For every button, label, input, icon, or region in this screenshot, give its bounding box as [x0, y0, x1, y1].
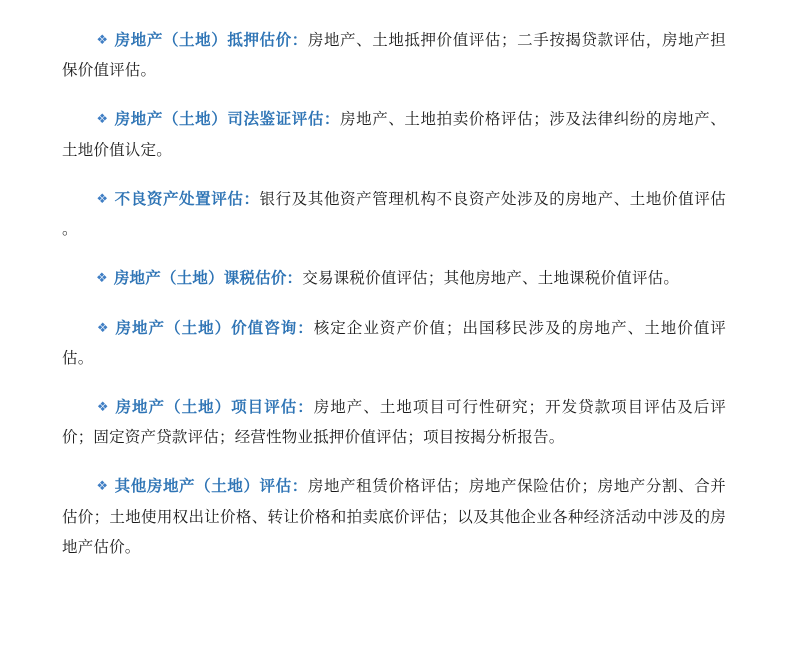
diamond-bullet-icon: ❖ — [96, 111, 109, 127]
list-item — [62, 472, 726, 563]
diamond-bullet-icon: ❖ — [96, 478, 109, 494]
list-item — [62, 393, 726, 453]
list-item — [62, 264, 726, 294]
diamond-bullet-icon: ❖ — [96, 398, 110, 414]
list-item-term: 房地产（土地）司法鉴证评估： — [114, 111, 341, 129]
list-item-term: 房地产（土地）抵押估价： — [114, 32, 308, 49]
diamond-bullet-icon: ❖ — [96, 270, 108, 286]
list-item — [62, 314, 726, 374]
list-item-text: 房地产、土地项目可行性研究；开发贷款项目评估及后评价；固定资产贷款评估；经营性物业抵押价值评估；项目按揭分析报告。 — [62, 398, 726, 447]
list-item-term: 房地产（土地）课税估价： — [113, 270, 303, 288]
list-item-term: 房地产（土地）价值咨询： — [115, 319, 314, 337]
list-item-term: 不良资产处置评估： — [114, 190, 260, 208]
list-item-text: 核定企业资产价值；出国移民涉及的房地产、土地价值评估。 — [62, 319, 726, 367]
diamond-bullet-icon: ❖ — [96, 32, 109, 47]
diamond-bullet-icon: ❖ — [96, 319, 110, 335]
list-item — [62, 26, 726, 86]
list-item-text: 房地产租赁价格评估；房地产保险估价；房地产分割、合并估价；土地使用权出让价格、转让价格和拍卖底价评估；以及其他企业各种经济活动中涉及的房地产估价。 — [62, 478, 727, 556]
list-item-text: 交易课税价值评估；其他房地产、土地课税价值评估。 — [302, 270, 680, 288]
list-item-term: 房地产（土地）项目评估： — [115, 398, 314, 416]
list-item-text: 银行及其他资产管理机构不良资产处涉及的房地产、土地价值评估 。 — [62, 190, 726, 239]
list-item — [62, 105, 726, 165]
list-item-term: 其他房地产（土地）评估： — [114, 478, 308, 496]
list-item — [62, 185, 726, 245]
list-item-text: 房地产、土地抵押价值评估；二手按揭贷款评估，房地产担保价值评估。 — [62, 32, 727, 80]
list-item-text: 房地产、土地拍卖价格评估；涉及法律纠纷的房地产、土地价值认定。 — [62, 111, 726, 159]
diamond-bullet-icon: ❖ — [96, 190, 109, 206]
